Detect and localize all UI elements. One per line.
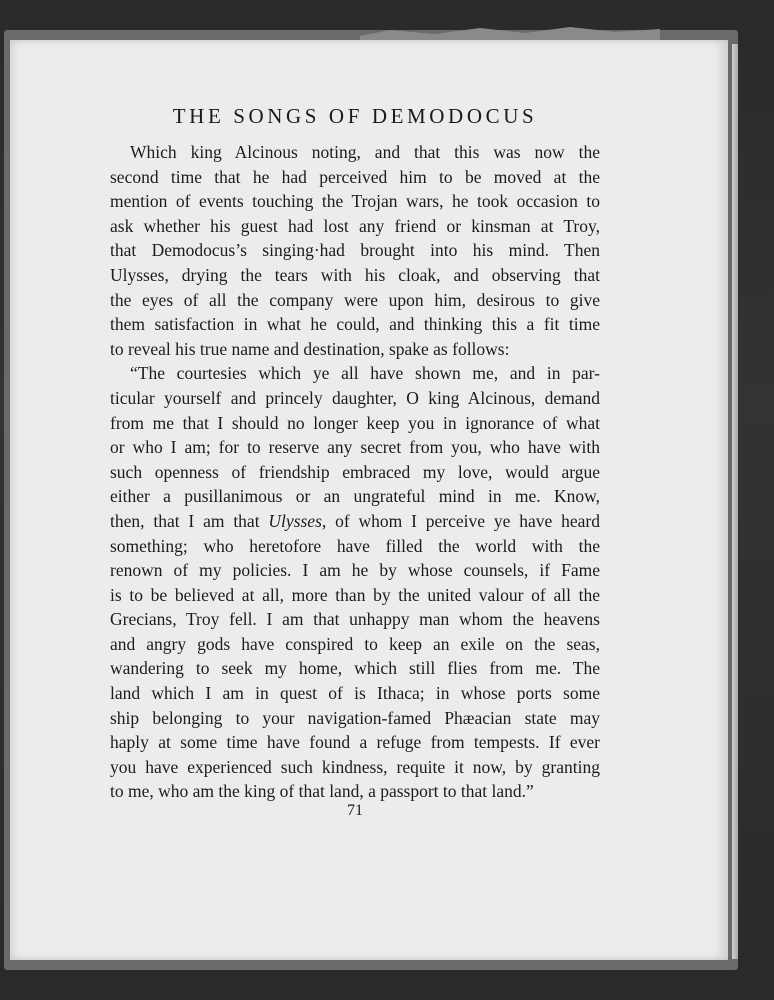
text-line: that Demodocus’s singing·had brought into his mind. Then [110, 240, 600, 261]
text-line: the eyes of all the company were upon him, desirous to give [110, 289, 600, 310]
body-text [110, 140, 600, 804]
text-line: something; who heretofore have filled the world with the [110, 535, 600, 556]
text-line: Ulysses, drying the tears with his cloak, and observing that [110, 264, 600, 285]
text-line: such openness of friendship embraced my love, would argue [110, 461, 600, 482]
text-line: renown of my policies. I am he by whose counsels, if Fame [110, 560, 600, 581]
text-line: and angry gods have conspired to keep an exile on the seas, [110, 633, 600, 654]
text-line: them satisfaction in what he could, and thinking this a fit time [110, 314, 600, 335]
text-line: mention of events touching the Trojan wars, he took occasion to [110, 191, 600, 212]
text-line-with-italic [110, 509, 600, 534]
text-line: to reveal his true name and destination, spake as follows: [110, 338, 510, 359]
text-line: ticular yourself and princely daughter, O king Alcinous, demand [110, 387, 600, 408]
text-line: Which king Alcinous noting, and that this was now the [130, 142, 600, 162]
text-line: either a pusillanimous or an ungrateful mind in me. Know, [110, 486, 600, 507]
text-line: “The courtesies which ye all have shown me, and in par- [130, 363, 600, 384]
italic-name: Ulysses, [268, 510, 327, 531]
text-line: from me that I should no longer keep you in ignorance of what [110, 412, 600, 433]
page-number: 71 [347, 802, 363, 819]
running-head: THE SONGS OF DEMODOCUS [172, 104, 538, 128]
text-line: you have experienced such kindness, requite it now, by granting [110, 756, 600, 777]
text-line: ship belonging to your navigation-famed Phæacian state may [110, 707, 600, 728]
text-line: or who I am; for to reserve any secret from you, who have with [110, 437, 600, 458]
text-line: second time that he had perceived him to be moved at the [110, 166, 600, 187]
text-line: wandering to seek my home, which still flies from me. The [110, 658, 600, 679]
text-line: land which I am in quest of is Ithaca; in whose ports some [110, 683, 600, 704]
text-line: haply at some time have found a refuge from tempests. If ever [110, 732, 600, 753]
text-line: ask whether his guest had lost any friend or kinsman at Troy, [110, 215, 600, 236]
page-edge [732, 44, 738, 959]
text-line: Grecians, Troy fell. I am that unhappy man whom the heavens [110, 609, 600, 630]
text-segment: then, that I am that [110, 510, 260, 531]
text-segment: of whom I perceive ye have heard [335, 510, 600, 531]
text-line: to me, who am the king of that land, a passport to that land.” [110, 781, 534, 802]
text-line: is to be believed at all, more than by the united valour of all the [110, 584, 600, 605]
